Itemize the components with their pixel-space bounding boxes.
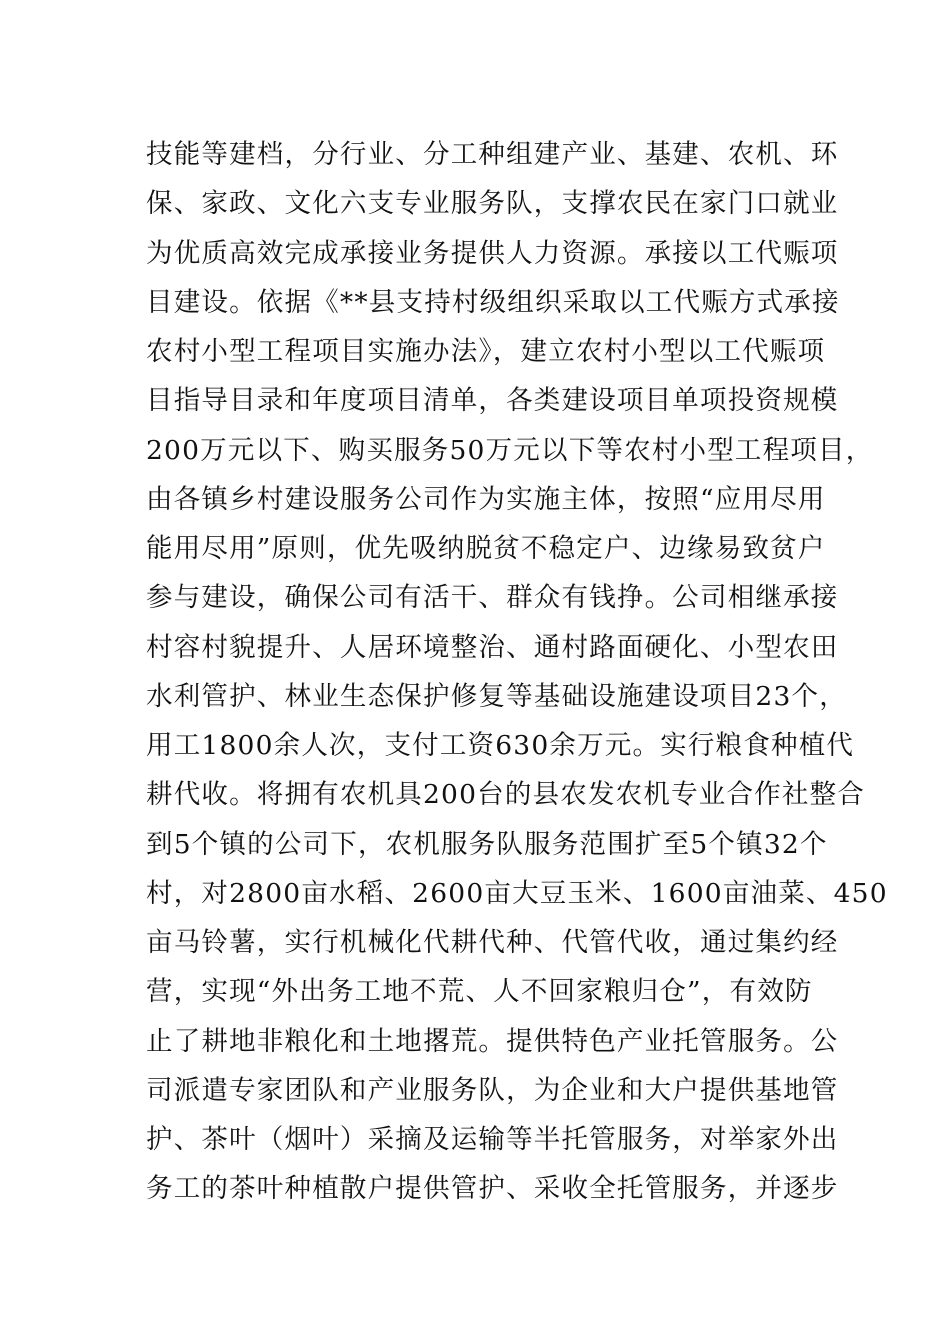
text-line: 村，对2800亩水稻、2600亩大豆玉米、1600亩油菜、450 <box>146 877 888 909</box>
text-line: 营，实现“外出务工地不荒、人不回家粮归仓”，有效防 <box>146 976 813 1008</box>
body-paragraph <box>146 130 888 1214</box>
text-line: 保、家政、文化六支专业服务队，支撑农民在家门口就业 <box>146 188 839 220</box>
text-line: 能用尽用”原则，优先吸纳脱贫不稳定户、边缘易致贫户 <box>146 533 826 564</box>
text-line: 止了耕地非粮化和土地撂荒。提供特色产业托管服务。公 <box>146 1025 839 1057</box>
text-line: 用工1800余人次，支付工资630余万元。实行粮食种植代 <box>146 730 855 761</box>
text-line: 务工的茶叶种植散户提供管护、采收全托管服务，并逐步 <box>146 1173 839 1205</box>
text-line: 亩马铃薯，实行机械化代耕代种、代管代收，通过集约经 <box>146 927 839 958</box>
text-line: 耕代收。将拥有农机具200台的县农发农机专业合作社整合 <box>146 779 865 811</box>
text-line: 技能等建档，分行业、分工种组建产业、基建、农机、环 <box>146 139 839 170</box>
text-line: 为优质高效完成承接业务提供人力资源。承接以工代赈项 <box>146 237 839 269</box>
text-line: 水利管护、林业生态保护修复等基础设施建设项目23个， <box>146 680 847 712</box>
text-line: 目指导目录和年度项目清单，各类建设项目单项投资规模 <box>146 385 839 417</box>
text-line: 司派遣专家团队和产业服务队，为企业和大户提供基地管 <box>146 1074 839 1106</box>
text-line: 200万元以下、购买服务50万元以下等农村小型工程项目， <box>146 434 874 466</box>
text-line: 护、茶叶（烟叶）采摘及运输等半托管服务，对举家外出 <box>146 1124 839 1155</box>
text-line: 参与建设，确保公司有活干、群众有钱挣。公司相继承接 <box>146 582 839 614</box>
text-line: 到5个镇的公司下，农机服务队服务范围扩至5个镇32个 <box>146 828 828 860</box>
text-line: 农村小型工程项目实施办法》，建立农村小型以工代赈项 <box>146 336 826 367</box>
text-line: 村容村貌提升、人居环境整治、通村路面硬化、小型农田 <box>146 631 839 663</box>
text-line: 由各镇乡村建设服务公司作为实施主体，按照“应用尽用 <box>146 483 826 515</box>
text-line: 目建设。依据《**县支持村级组织采取以工代赈方式承接 <box>146 286 840 318</box>
